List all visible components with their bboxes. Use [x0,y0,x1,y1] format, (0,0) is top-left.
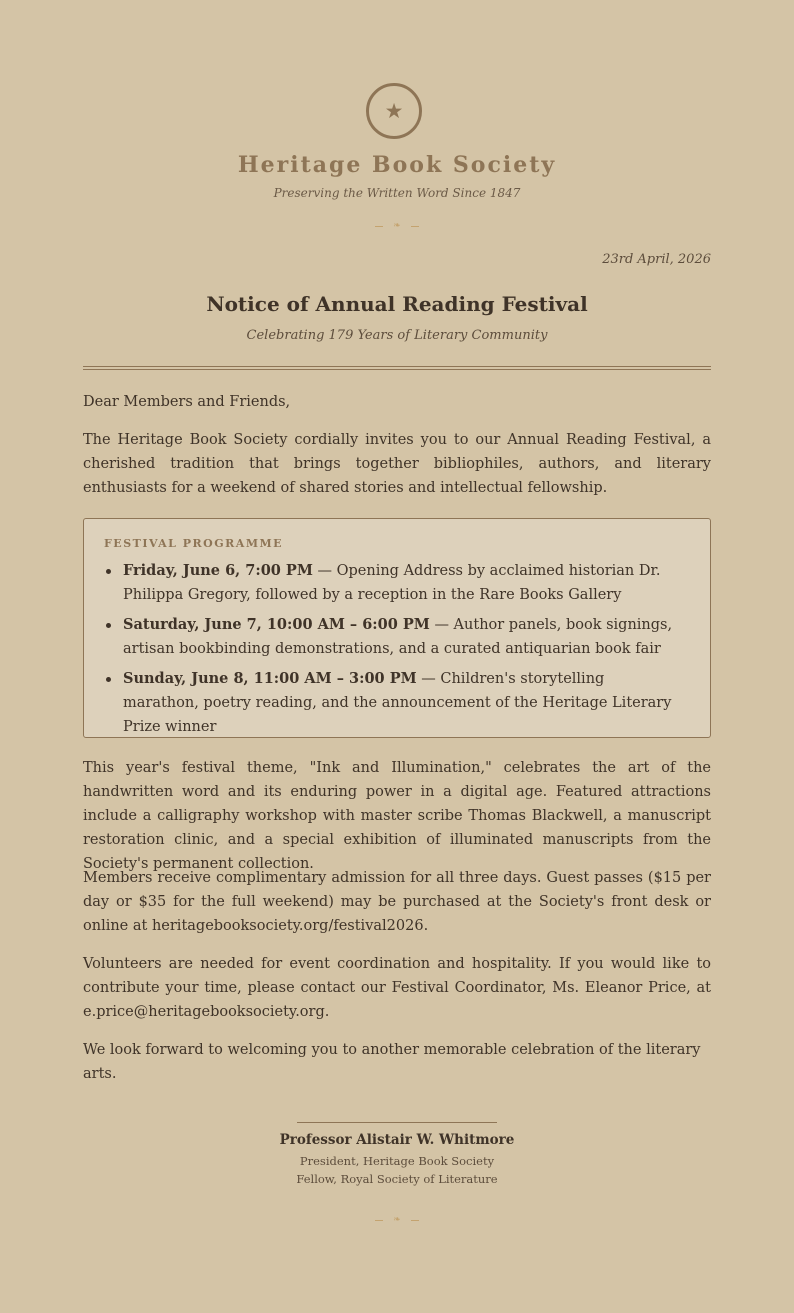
fleuron-icon: ❧ [393,1215,401,1225]
signatory-fellowship: Fellow, Royal Society of Literature [296,1172,498,1186]
ornament-dash [411,1220,419,1221]
letter-date: 23rd April, 2026 [602,252,711,267]
header-ornament [83,221,711,231]
programme-item-sunday [104,667,684,739]
signature-line [297,1122,497,1123]
page-subtitle: Celebrating 179 Years of Literary Community [246,328,548,343]
org-name: Heritage Book Society [237,152,557,178]
page-title: Notice of Annual Reading Festival [206,292,588,316]
programme-item-description: — Children's storytelling marathon, poetry reading, and the announcement of the Heritage Literary Prize winner [123,671,672,735]
programme-item-saturday [104,613,684,661]
ornament-dash [411,226,419,227]
programme-item-description: — Opening Address by acclaimed historian Dr. Philippa Gregory, followed by a reception in the Rare Books Gallery [123,563,661,603]
star-icon: ★ [366,83,422,139]
volunteers-paragraph: Volunteers are needed for event coordination and hospitality. If you would like to contribute your time, please contact our Festival Coordinator, Ms. Eleanor Price, at e.price@heritagebooksociety.org. [83,956,711,1020]
ornament-dash [375,1220,383,1221]
theme-paragraph: This year's festival theme, "Ink and Illumination," celebrates the art of the handwritten word and its enduring power in a digital age. Featured attractions include a calligraphy workshop with master scribe Thomas Blackwell, a manuscript restoration clinic, and a special exhibition of illuminated manuscripts from the Society's permanent collection. [83,760,711,872]
footer-ornament [83,1215,711,1225]
ornament-dash [375,226,383,227]
programme-item-description: — Author panels, book signings, artisan bookbinding demonstrations, and a curated antiquarian book fair [123,617,673,657]
programme-heading: FESTIVAL PROGRAMME [104,537,284,550]
greeting: Dear Members and Friends, [83,394,291,410]
programme-list [104,559,684,745]
programme-item-time: Sunday, June 8, 11:00 AM – 3:00 PM [123,670,417,687]
org-tagline: Preserving the Written Word Since 1847 [273,186,521,200]
closing-paragraph: We look forward to welcoming you to another memorable celebration of the literary arts. [83,1042,701,1082]
intro-paragraph: The Heritage Book Society cordially invites you to our Annual Reading Festival, a cherished tradition that brings together bibliophiles, authors, and literary enthusiasts for a weekend of shared stories and intellectual fellowship. [83,432,711,496]
signatory-name: Professor Alistair W. Whitmore [279,1132,515,1148]
festival-programme-box [83,518,711,738]
admission-paragraph: Members receive complimentary admission for all three days. Guest passes ($15 per day or $35 for the full weekend) may be purchased at the Society's front desk or online at heritagebooksociety.org/festival2026. [83,870,711,934]
double-divider [83,366,711,370]
signatory-title: President, Heritage Book Society [299,1154,495,1168]
programme-item-time: Saturday, June 7, 10:00 AM – 6:00 PM [123,616,430,633]
programme-item-time: Friday, June 6, 7:00 PM [123,562,313,579]
programme-item-friday [104,559,684,607]
fleuron-icon: ❧ [393,221,401,231]
